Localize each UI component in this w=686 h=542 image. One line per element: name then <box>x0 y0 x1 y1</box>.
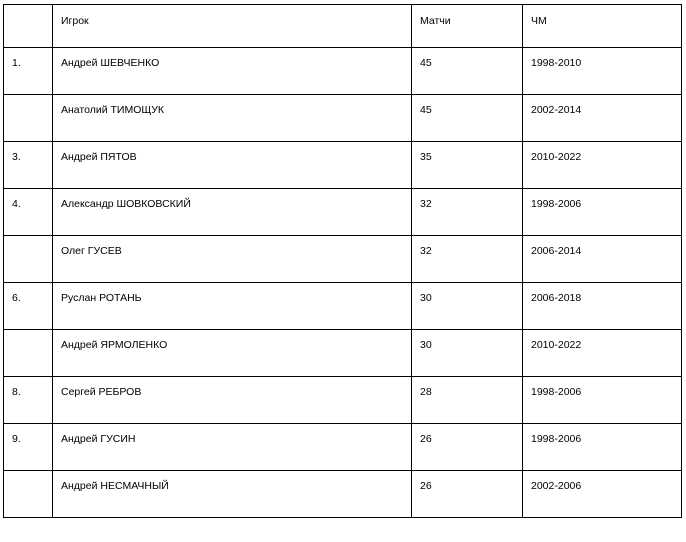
matches-value: 30 <box>420 339 432 351</box>
header-cell-years <box>523 5 682 48</box>
cell-player <box>53 330 412 377</box>
years-value: 2006-2014 <box>531 245 582 257</box>
years-value: 2006-2018 <box>531 292 582 304</box>
player-name: Андрей ШЕВЧЕНКО <box>61 57 160 69</box>
player-name: Андрей ПЯТОВ <box>61 151 137 163</box>
cell-years <box>523 330 682 377</box>
table-row <box>4 48 682 95</box>
table-row <box>4 377 682 424</box>
matches-value: 35 <box>420 151 432 163</box>
matches-value: 32 <box>420 198 432 210</box>
cell-matches <box>412 236 523 283</box>
player-name: Анатолий ТИМОЩУК <box>61 104 164 116</box>
table-row <box>4 142 682 189</box>
player-name: Андрей НЕСМАЧНЫЙ <box>61 480 169 492</box>
table-row <box>4 471 682 518</box>
cell-years <box>523 283 682 330</box>
header-rank-label <box>4 5 52 15</box>
player-name: Андрей ЯРМОЛЕНКО <box>61 339 168 351</box>
rank-value: 1. <box>12 57 21 69</box>
rank-value <box>4 95 52 104</box>
cell-player <box>53 189 412 236</box>
cell-rank <box>4 377 53 424</box>
table-row <box>4 236 682 283</box>
rank-value: 3. <box>12 151 21 163</box>
years-value: 1998-2006 <box>531 386 582 398</box>
matches-value: 28 <box>420 386 432 398</box>
years-value: 1998-2010 <box>531 57 582 69</box>
cell-player <box>53 424 412 471</box>
table-header-row <box>4 5 682 48</box>
cell-rank <box>4 48 53 95</box>
years-value: 2002-2014 <box>531 104 582 116</box>
cell-matches <box>412 377 523 424</box>
rank-value: 4. <box>12 198 21 210</box>
cell-rank <box>4 236 53 283</box>
cell-player <box>53 236 412 283</box>
cell-matches <box>412 95 523 142</box>
cell-rank <box>4 424 53 471</box>
cell-matches <box>412 48 523 95</box>
matches-value: 26 <box>420 480 432 492</box>
cell-rank <box>4 142 53 189</box>
rank-value: 9. <box>12 433 21 445</box>
cell-player <box>53 283 412 330</box>
cell-matches <box>412 142 523 189</box>
table-row <box>4 424 682 471</box>
table-row <box>4 95 682 142</box>
matches-value: 26 <box>420 433 432 445</box>
rank-value: 8. <box>12 386 21 398</box>
cell-years <box>523 95 682 142</box>
cell-player <box>53 142 412 189</box>
years-value: 2002-2006 <box>531 480 582 492</box>
cell-rank <box>4 283 53 330</box>
player-name: Андрей ГУСИН <box>61 433 136 445</box>
years-value: 1998-2006 <box>531 198 582 210</box>
cell-years <box>523 236 682 283</box>
header-matches-label: Матчи <box>420 15 451 27</box>
cell-matches <box>412 283 523 330</box>
cell-rank <box>4 330 53 377</box>
years-value: 1998-2006 <box>531 433 582 445</box>
rank-value <box>4 330 52 339</box>
cell-years <box>523 48 682 95</box>
header-cell-player <box>53 5 412 48</box>
cell-matches <box>412 330 523 377</box>
cell-rank <box>4 95 53 142</box>
player-name: Александр ШОВКОВСКИЙ <box>61 198 191 210</box>
matches-value: 30 <box>420 292 432 304</box>
player-name: Олег ГУСЕВ <box>61 245 122 257</box>
rank-value: 6. <box>12 292 21 304</box>
cell-years <box>523 189 682 236</box>
header-player-label: Игрок <box>61 15 89 27</box>
cell-matches <box>412 471 523 518</box>
rank-value <box>4 236 52 245</box>
years-value: 2010-2022 <box>531 151 582 163</box>
cell-rank <box>4 189 53 236</box>
player-name: Сергей РЕБРОВ <box>61 386 142 398</box>
matches-value: 32 <box>420 245 432 257</box>
player-name: Руслан РОТАНЬ <box>61 292 142 304</box>
matches-value: 45 <box>420 57 432 69</box>
cell-years <box>523 142 682 189</box>
rank-value <box>4 471 52 480</box>
header-cell-matches <box>412 5 523 48</box>
document-page <box>0 4 686 542</box>
cell-years <box>523 377 682 424</box>
header-cell-rank <box>4 5 53 48</box>
player-stats-table <box>3 4 682 518</box>
cell-player <box>53 471 412 518</box>
cell-years <box>523 424 682 471</box>
table-row <box>4 189 682 236</box>
cell-player <box>53 377 412 424</box>
years-value: 2010-2022 <box>531 339 582 351</box>
cell-years <box>523 471 682 518</box>
cell-matches <box>412 189 523 236</box>
cell-player <box>53 48 412 95</box>
table-row <box>4 330 682 377</box>
header-years-label: ЧМ <box>531 15 547 27</box>
cell-rank <box>4 471 53 518</box>
matches-value: 45 <box>420 104 432 116</box>
table-row <box>4 283 682 330</box>
cell-matches <box>412 424 523 471</box>
cell-player <box>53 95 412 142</box>
table-body <box>4 5 682 518</box>
